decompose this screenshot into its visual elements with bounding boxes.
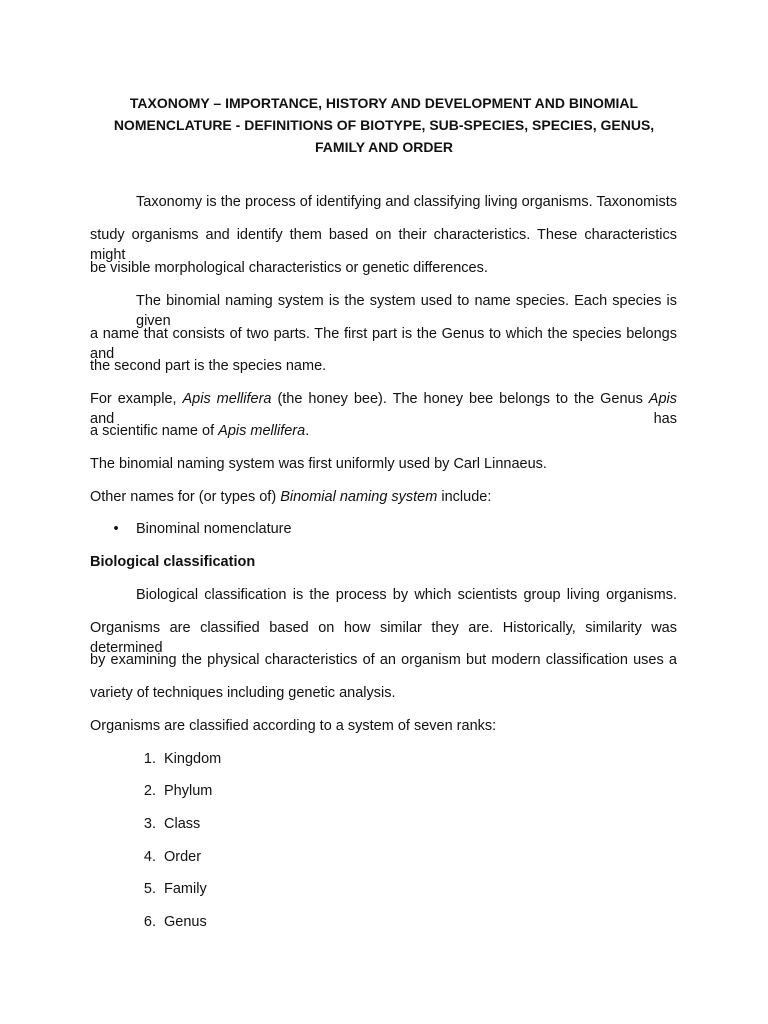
list-number: 6. [143,914,156,930]
paragraph-line: Taxonomy is the process of identifying and classifying living organisms. Taxonomists [136,194,677,210]
list-item-text: Family [164,881,207,897]
paragraph-line: Organisms are classified based on how similar they are. Historically, similarity was determined [90,620,677,656]
text-run: For example, [90,391,183,407]
paragraph-line: a name that consists of two parts. The first part is the Genus to which the species belongs and [90,326,677,362]
paragraph-line: Biological classification is the process by which scientists group living organisms. [136,587,677,603]
list-number: 3. [143,816,156,832]
text-run: Other names for (or types of) [90,489,281,505]
ranks-intro: Organisms are classified according to a system of seven ranks: [90,718,497,734]
title-line: FAMILY AND ORDER [315,139,453,155]
text-run: and has [90,411,677,427]
text-run: . [305,423,310,439]
other-names-line [90,487,677,507]
list-item-text: Genus [164,914,207,930]
text-run: include: [437,489,492,505]
paragraph-line: the second part is the species name. [90,358,327,374]
document-title [100,92,668,158]
species-name-italic: Apis mellifera [218,423,306,439]
list-item-text: Class [164,816,201,832]
paragraph-line: study organisms and identify them based on their characteristics. These characteristics might [90,227,677,263]
bullet-item-text: Binominal nomenclature [136,521,292,537]
genus-name-italic: Apis [648,391,677,407]
italic-term: Binomial naming system [280,489,438,505]
paragraph-line: The binomial naming system is the system used to name species. Each species is given [136,293,677,329]
species-name-italic: Apis mellifera [182,391,272,407]
text-run: (the honey bee). The honey bee belongs to the Genus [271,391,649,407]
list-item-text: Order [164,849,202,865]
list-item-text: Phylum [164,783,213,799]
example-line [90,421,677,441]
list-number: 4. [143,849,156,865]
paragraph-line: be visible morphological characteristics or genetic differences. [90,260,488,276]
paragraph-line: variety of techniques including genetic analysis. [90,685,396,701]
list-number: 5. [143,881,156,897]
section-heading: Biological classification [90,554,256,570]
text-run: a scientific name of [90,423,219,439]
title-line: NOMENCLATURE - DEFINITIONS OF BIOTYPE, SUB-SPECIES, SPECIES, GENUS, [113,117,655,133]
paragraph-line: by examining the physical characteristics of an organism but modern classification uses a [90,652,677,668]
list-item-text: Kingdom [164,751,222,767]
linnaeus-sentence: The binomial naming system was first uniformly used by Carl Linnaeus. [90,456,547,472]
title-line: TAXONOMY – IMPORTANCE, HISTORY AND DEVELOPMENT AND BINOMIAL [129,95,639,111]
list-number: 2. [143,783,156,799]
list-number: 1. [143,751,156,767]
bullet-marker: • [113,521,119,537]
